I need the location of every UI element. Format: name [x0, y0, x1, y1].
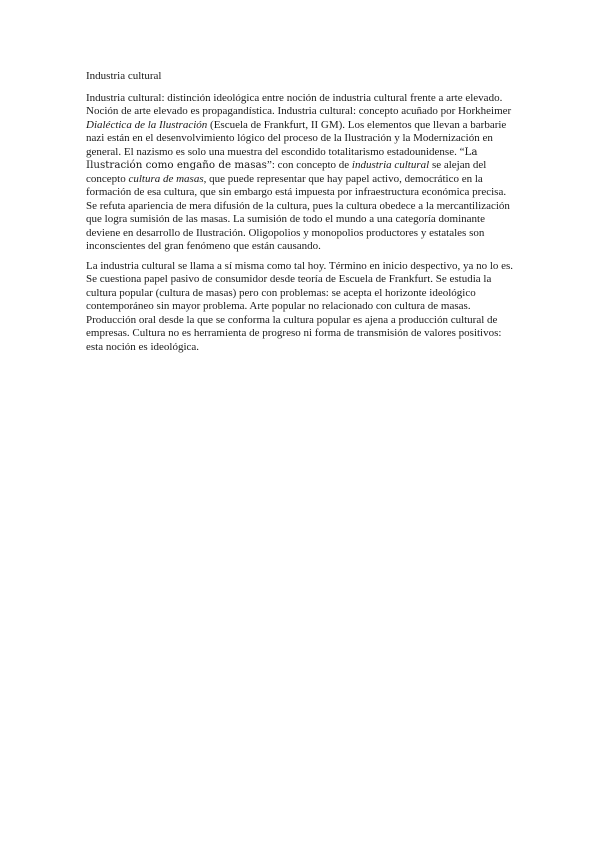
book-title-dialectica: Dialéctica de la Ilustración — [86, 118, 208, 131]
document-body — [86, 70, 516, 360]
term-industria-cultural: industria cultural — [351, 159, 430, 171]
paragraph-1-text-1: Industria cultural: distinción ideológica entre noción de industria cultural frente a arte elevado. Noción de arte elevado es propagandística. Industria cultural: concepto acuñado por Horkheimer — [86, 91, 512, 117]
paragraph-1-text-9: , que puede representar que hay papel activo, democrático en la formación de esa cultura, que sin embargo está impuesta por infraestructura económica precisa. Se refuta apariencia de mera difusión de la cultura, pues la cultura obedece a la mercantilización que logra sumisión de las masas. La sumisión de todo el mundo a una categoría dominante deviene en desarrollo de Ilustración. Oligopolios y monopolios productores y estatales son inconscientes del gran fenómeno que están causando. — [86, 172, 510, 252]
paragraph-1-text-7: se alejan del concepto — [86, 159, 487, 185]
term-cultura-de-masas: cultura de masas — [128, 172, 204, 185]
document-title: Industria cultural — [86, 70, 162, 82]
paragraph-2: La industria cultural se llama a sí misma como tal hoy. Término en inicio despectivo, ya no lo es. Se cuestiona papel pasivo de consumidor desde teoría de Escuela de Frankfurt. Se estudia la cultura popular (cultura de masas) pero con problemas: se acepta el horizonte ideológico contemporáneo sin mayor problema. Arte popular no relacionado con cultura de masas. Producción oral desde la que se conforma la cultura popular es ajena a producción cultural de empresas. Cultura no es herramienta de progreso ni forma de transmisión de valores positivos: esta noción es ideológica. — [86, 259, 514, 353]
paragraph-1-text-5: ”: con concepto de — [266, 159, 352, 171]
paragraph-1 — [86, 92, 516, 254]
quoted-title-ilustracion: La Ilustración como engaño de masas — [86, 145, 478, 171]
paragraph-1-text-3: (Escuela de Frankfurt, II GM). Los elementos que llevan a barbarie nazi están en el desenvolvimiento lógico del proceso de la Ilustración y la Modernización en general. El nazismo es solo una muestra del escondido totalitarismo estadounidense. “ — [86, 118, 507, 158]
